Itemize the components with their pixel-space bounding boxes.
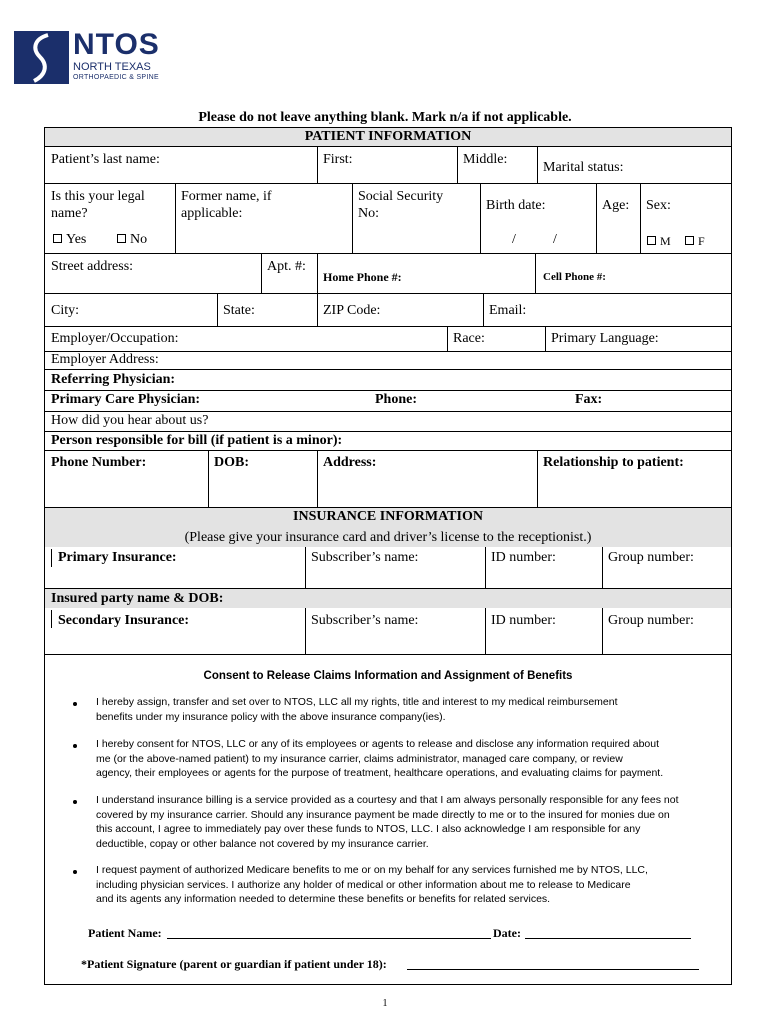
birth-date-sep-1: /: [512, 232, 516, 247]
m-label: M: [660, 234, 671, 248]
responsible-address-label: Address:: [323, 455, 377, 470]
consent-line: agency, their employees or agents for the purpose of treatment, healthcare operations, and evaluating claims for payment.: [96, 767, 664, 779]
yes-checkbox[interactable]: [53, 234, 62, 243]
ntos-logo-mark: [14, 31, 69, 84]
middle-name-label: Middle:: [463, 152, 508, 167]
date-line[interactable]: [525, 938, 691, 939]
responsible-phone-label: Phone Number:: [51, 455, 147, 470]
f-checkbox[interactable]: [685, 236, 694, 245]
consent-line: this account, I agree to immediately pay over these funds to NTOS, LLC. I also acknowledge I am responsible for any: [96, 823, 641, 835]
page-number: 1: [382, 998, 388, 1009]
instruction-notice: Please do not leave anything blank. Mark n/a if not applicable.: [198, 110, 572, 125]
person-responsible-label: Person responsible for bill (if patient is a minor):: [51, 433, 343, 448]
age-label: Age:: [602, 198, 630, 213]
consent-bullet-3: [96, 793, 678, 851]
patient-info-header: PATIENT INFORMATION: [304, 129, 472, 144]
consent-line: I hereby consent for NTOS, LLC or any of its employees or agents to release and disclose any information required about: [96, 738, 660, 750]
no-label: No: [130, 232, 148, 247]
bullet-icon: [73, 870, 77, 874]
spine-s-icon: [14, 31, 69, 84]
primary-group-label: Group number:: [608, 550, 694, 565]
consent-line: I request payment of authorized Medicare benefits to me or on my behalf for any services furnished me by NTOS, LLC,: [96, 864, 648, 876]
primary-subscriber-label: Subscriber’s name:: [311, 550, 419, 565]
legal-name-question-line1: Is this your legal: [51, 189, 145, 204]
email-label: Email:: [489, 303, 527, 318]
consent-title: Consent to Release Claims Information and Assignment of Benefits: [203, 670, 573, 682]
consent-line: me (or the above-named patient) to my insurance carrier, claims administrator, managed care company, or review: [96, 752, 623, 765]
f-label: F: [698, 234, 705, 248]
ssn-label-line1: Social Security: [358, 189, 444, 204]
patient-signature-label: *Patient Signature (parent or guardian if patient under 18):: [81, 957, 387, 971]
sex-label: Sex:: [646, 198, 671, 213]
consent-bullet-1: [96, 695, 618, 724]
primary-insurance-label: Primary Insurance:: [58, 550, 177, 565]
patient-name-label: Patient Name:: [88, 926, 162, 940]
consent-bullet-4: [96, 863, 648, 907]
first-name-label: First:: [323, 152, 353, 167]
bullet-icon: [73, 744, 77, 748]
city-label: City:: [51, 303, 80, 318]
logo-line-2: ORTHOPAEDIC & SPINE: [73, 74, 159, 81]
primary-care-physician-label: Primary Care Physician:: [51, 392, 201, 407]
signature-line[interactable]: [407, 969, 699, 970]
sex-m-option[interactable]: [647, 233, 671, 249]
primary-id-label: ID number:: [491, 550, 556, 565]
race-label: Race:: [453, 331, 485, 346]
secondary-group-label: Group number:: [608, 613, 694, 628]
physician-fax-label: Fax:: [575, 392, 603, 407]
state-label: State:: [223, 303, 255, 318]
apt-label: Apt. #:: [267, 259, 306, 274]
logo-name: NTOS: [73, 28, 160, 61]
logo-line-1: NORTH TEXAS: [73, 61, 151, 73]
consent-line: including physician services. I authorize any holder of medical or other information about me to release to Medicare: [96, 878, 631, 891]
consent-line: I understand insurance billing is a service provided as a courtesy and that I am always personally responsible for any fees not: [96, 794, 679, 806]
cell-phone-label: Cell Phone #:: [543, 271, 606, 283]
street-address-label: Street address:: [51, 259, 134, 274]
no-checkbox[interactable]: [117, 234, 126, 243]
how-did-you-hear-label: How did you hear about us?: [51, 413, 209, 428]
consent-line: deductible, copay or other balance not covered by my insurance carrier.: [96, 837, 429, 850]
date-label: Date:: [493, 926, 521, 940]
responsible-dob-label: DOB:: [214, 455, 249, 470]
secondary-subscriber-label: Subscriber’s name:: [311, 613, 419, 628]
zip-code-label: ZIP Code:: [323, 303, 381, 318]
former-name-label-line2: applicable:: [181, 206, 243, 221]
primary-language-label: Primary Language:: [551, 331, 659, 346]
referring-physician-label: Referring Physician:: [51, 372, 176, 387]
consent-line: benefits under my insurance policy with the above insurance company(ies).: [96, 710, 446, 723]
consent-line: covered by my insurance carrier. Should any insurance payment be made directly to me or to the insured for monies due on: [96, 808, 670, 821]
ssn-label-line2: No:: [358, 206, 379, 221]
home-phone-label: Home Phone #:: [323, 270, 402, 284]
employer-address-label: Employer Address:: [51, 352, 159, 367]
legal-name-yes-option[interactable]: [53, 232, 86, 248]
bullet-icon: [73, 702, 77, 706]
yes-label: Yes: [66, 232, 87, 247]
physician-phone-label: Phone:: [375, 392, 417, 407]
marital-status-label: Marital status:: [543, 160, 624, 175]
former-name-label-line1: Former name, if: [181, 189, 272, 204]
insured-party-label: Insured party name & DOB:: [51, 591, 224, 606]
secondary-insurance-label: Secondary Insurance:: [58, 613, 190, 628]
insurance-note: (Please give your insurance card and driver’s license to the receptionist.): [184, 530, 592, 545]
m-checkbox[interactable]: [647, 236, 656, 245]
bullet-icon: [73, 800, 77, 804]
last-name-label: Patient’s last name:: [51, 152, 160, 167]
secondary-id-label: ID number:: [491, 613, 556, 628]
legal-name-question-line2: name?: [51, 206, 88, 221]
birth-date-label: Birth date:: [486, 198, 546, 213]
legal-name-no-option[interactable]: [117, 232, 147, 248]
consent-bullet-2: [96, 737, 663, 781]
relationship-label: Relationship to patient:: [543, 455, 684, 470]
employer-occupation-label: Employer/Occupation:: [51, 331, 179, 346]
consent-line: I hereby assign, transfer and set over to NTOS, LLC all my rights, title and interest to my medical reimbursement: [96, 696, 618, 708]
patient-form: [44, 127, 732, 985]
sex-f-option[interactable]: [685, 233, 705, 249]
patient-name-line[interactable]: [167, 938, 491, 939]
consent-line: and its agents any information needed to determine these benefits or benefits for related services.: [96, 893, 551, 905]
insurance-info-header: INSURANCE INFORMATION: [293, 509, 483, 524]
birth-date-sep-2: /: [553, 232, 557, 247]
